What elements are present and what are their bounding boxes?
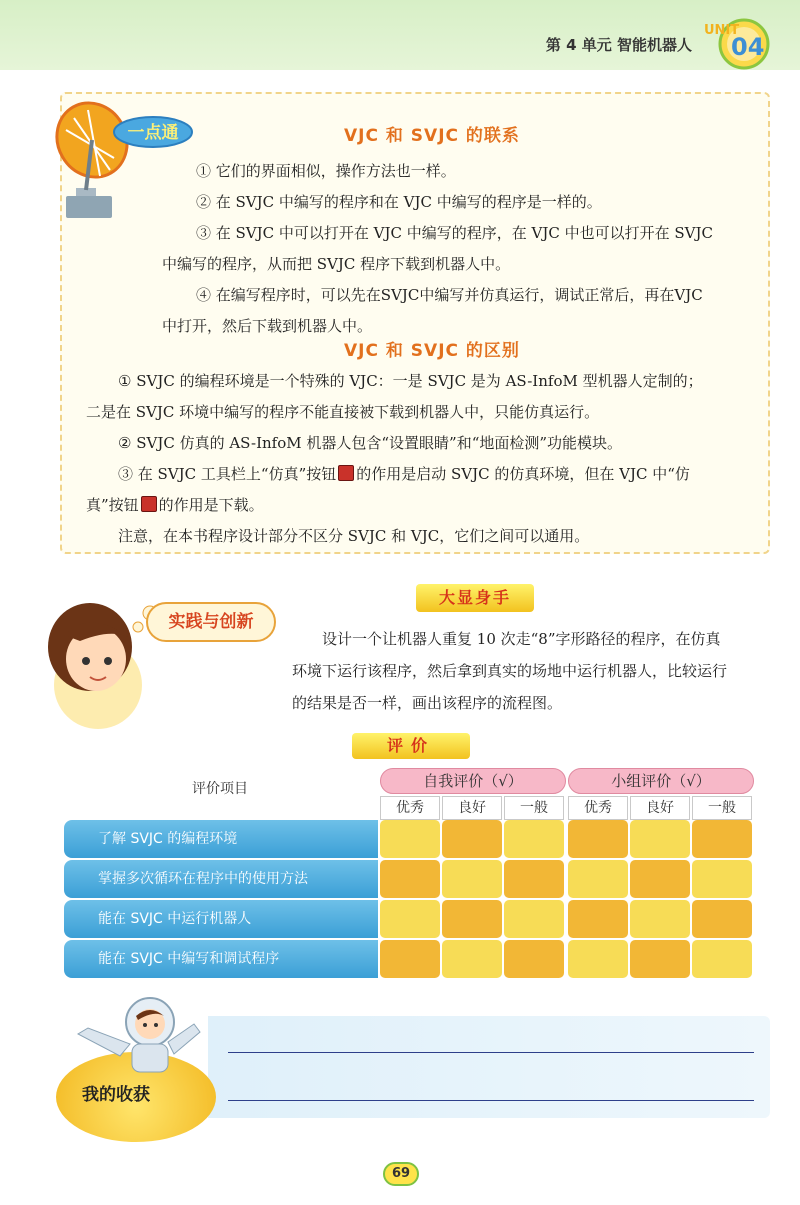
eval-row-label: 能在 SVJC 中运行机器人 [64, 900, 378, 938]
girl-illustration [40, 585, 160, 735]
eval-check-cell[interactable] [504, 820, 564, 858]
eval-check-cell[interactable] [692, 860, 752, 898]
eval-check-cell[interactable] [442, 860, 502, 898]
difference-item-3-cont [86, 490, 264, 521]
relation-item-4: ④ 在编写程序时，可以先在SVJC中编写并仿真运行，调试正常后，再在VJC [196, 286, 703, 304]
eval-check-cell[interactable] [568, 940, 628, 978]
relation-item-4-cont: 中打开，然后下载到机器人中。 [162, 317, 373, 335]
self-eval-header: 自我评价（√） [380, 768, 566, 794]
eval-check-cell[interactable] [442, 900, 502, 938]
level-header: 一般 [504, 796, 564, 820]
eval-item-header: 评价项目 [192, 781, 248, 797]
level-header: 良好 [630, 796, 690, 820]
eval-check-cell[interactable] [568, 900, 628, 938]
eval-check-cell[interactable] [380, 900, 440, 938]
show-skill-badge: 大显身手 [416, 584, 534, 612]
yidiantong-badge [112, 115, 194, 149]
relation-item-1: ① 它们的界面相似，操作方法也一样。 [196, 162, 456, 180]
eval-check-cell[interactable] [442, 820, 502, 858]
relation-item-3-cont: 中编写的程序，从而把 SVJC 程序下载到机器人中。 [162, 255, 511, 273]
difference-item-1: ① SVJC 的编程环境是一个特殊的 VJC：一是 SVJC 是为 AS-InfoM 型机器人定制的； [118, 372, 703, 390]
difference-item-3-c: 真”按钮 [86, 496, 139, 514]
harvest-write-line[interactable] [228, 1100, 754, 1101]
unit-label: 第 4 单元 智能机器人 [545, 36, 692, 54]
difference-item-1-cont: 二是在 SVJC 环境中编写的程序不能直接被下载到机器人中，只能仿真运行。 [86, 403, 600, 421]
eval-check-cell[interactable] [630, 900, 690, 938]
download-button-icon [141, 496, 157, 512]
evaluation-badge: 评价 [352, 733, 470, 759]
eval-check-cell[interactable] [692, 900, 752, 938]
eval-check-cell[interactable] [380, 820, 440, 858]
difference-item-3-d: 的作用是下载。 [158, 496, 264, 514]
level-header: 良好 [442, 796, 502, 820]
section-title-difference: VJC 和 SVJC 的区别 [344, 341, 520, 361]
note-text: 注意，在本书程序设计部分不区分 SVJC 和 VJC，它们之间可以通用。 [118, 527, 590, 545]
eval-check-cell[interactable] [630, 860, 690, 898]
difference-item-3 [118, 459, 690, 490]
level-header: 优秀 [380, 796, 440, 820]
eval-check-cell[interactable] [630, 940, 690, 978]
eval-check-cell[interactable] [442, 940, 502, 978]
astronaut-boy-illustration [58, 994, 208, 1129]
practice-line-1: 设计一个让机器人重复 10 次走“8”字形路径的程序，在仿真 [322, 630, 721, 648]
group-eval-header: 小组评价（√） [568, 768, 754, 794]
level-header: 优秀 [568, 796, 628, 820]
eval-check-cell[interactable] [504, 860, 564, 898]
harvest-panel [208, 1016, 770, 1118]
practice-line-3: 的结果是否一样，画出该程序的流程图。 [292, 694, 563, 712]
eval-row-label: 能在 SVJC 中编写和调试程序 [64, 940, 378, 978]
eval-check-cell[interactable] [504, 940, 564, 978]
unit-badge-text: UNIT [704, 23, 740, 38]
harvest-title: 我的收获 [82, 1085, 150, 1105]
practice-line-2: 环境下运行该程序，然后拿到真实的场地中运行机器人，比较运行 [292, 662, 728, 680]
eval-check-cell[interactable] [380, 860, 440, 898]
evaluation-table [60, 768, 760, 978]
unit-badge-icon [700, 12, 780, 72]
eval-check-cell[interactable] [692, 940, 752, 978]
eval-check-cell[interactable] [692, 820, 752, 858]
eval-check-cell[interactable] [380, 940, 440, 978]
difference-item-3-a: ③ 在 SVJC 工具栏上“仿真”按钮 [118, 465, 337, 483]
eval-row-label: 了解 SVJC 的编程环境 [64, 820, 378, 858]
eval-check-cell[interactable] [630, 820, 690, 858]
practice-title: 实践与创新 [146, 602, 276, 642]
level-header: 一般 [692, 796, 752, 820]
eval-check-cell[interactable] [504, 900, 564, 938]
simulate-button-icon [338, 465, 354, 481]
harvest-write-line[interactable] [228, 1052, 754, 1053]
page-number: 69 [383, 1162, 419, 1186]
eval-row-label: 掌握多次循环在程序中的使用方法 [64, 860, 378, 898]
eval-check-cell[interactable] [568, 820, 628, 858]
relation-item-3: ③ 在 SVJC 中可以打开在 VJC 中编写的程序，在 VJC 中也可以打开在 SVJC [196, 224, 713, 242]
difference-item-2: ② SVJC 仿真的 AS-InfoM 机器人包含“设置眼睛”和“地面检测”功能模块。 [118, 434, 623, 452]
difference-item-3-b: 的作用是启动 SVJC 的仿真环境，但在 VJC 中“仿 [356, 465, 690, 483]
unit-badge-number: 04 [731, 33, 765, 61]
section-title-relation: VJC 和 SVJC 的联系 [344, 126, 520, 146]
relation-item-2: ② 在 SVJC 中编写的程序和在 VJC 中编写的程序是一样的。 [196, 193, 602, 211]
yidiantong-text: 一点通 [127, 123, 179, 143]
eval-check-cell[interactable] [568, 860, 628, 898]
